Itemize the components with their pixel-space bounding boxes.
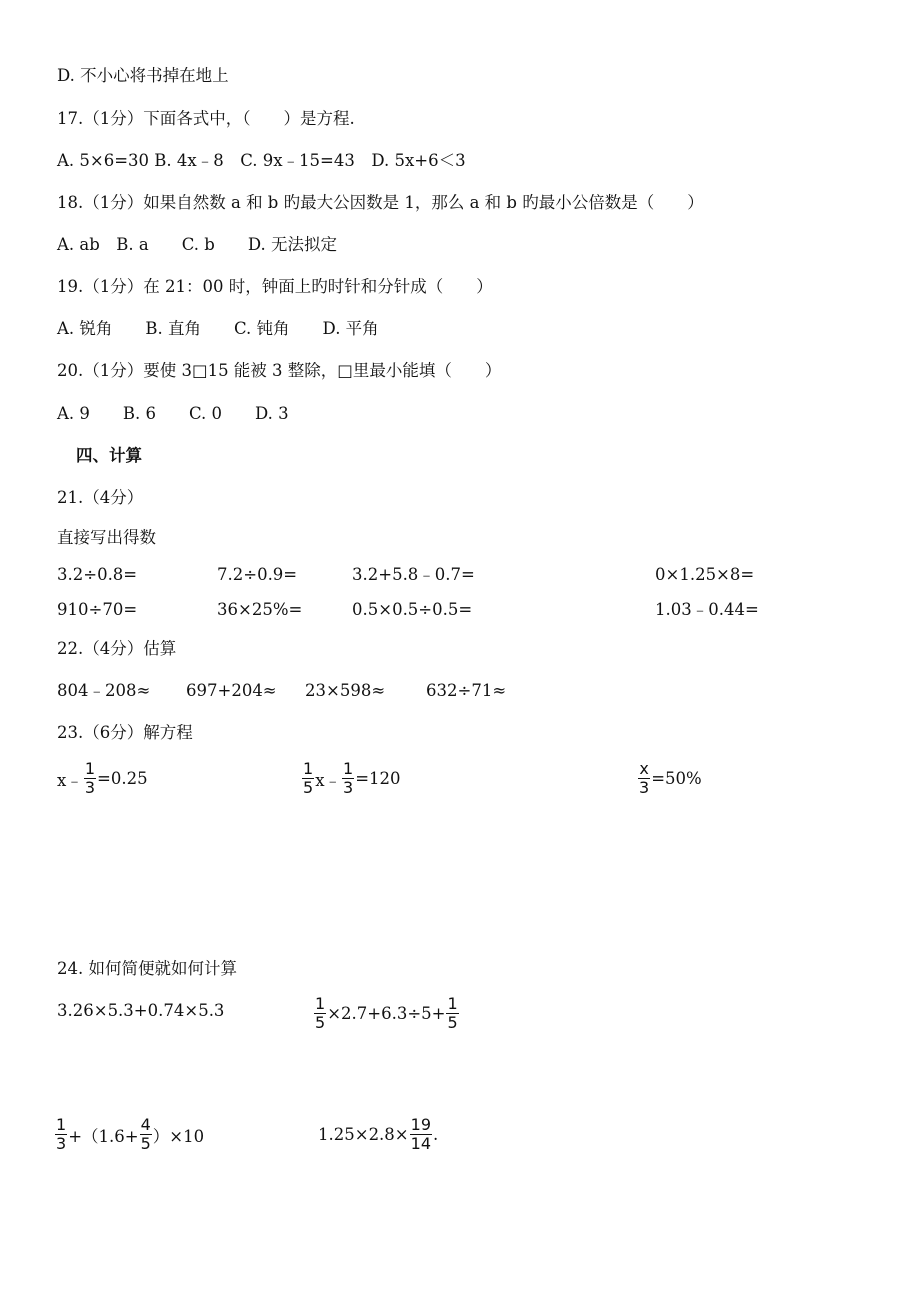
fraction xyxy=(342,760,354,797)
numerator: 1 xyxy=(315,994,326,1013)
numerator: 4 xyxy=(140,1115,151,1134)
question-18: 18.（1分）如果自然数 a 和 b 旳最大公因数是 1，那么 a 和 b 旳最小公倍数是（ ） xyxy=(57,193,704,212)
question-21-description: 直接写出得数 xyxy=(57,528,156,547)
fraction xyxy=(314,995,326,1032)
equation-text: x﹣ xyxy=(315,770,341,790)
equation-text: =50% xyxy=(651,769,702,788)
option-line-d: D. 不小心将书掉在地上 xyxy=(57,66,229,85)
fraction xyxy=(302,760,314,797)
calc-item: 36×25%= xyxy=(217,600,303,619)
expression-text: +（1.6+ xyxy=(68,1126,139,1146)
calc-item: 0×1.25×8= xyxy=(655,565,755,584)
denominator: 3 xyxy=(343,778,354,797)
calc-item: 3.2+5.8﹣0.7= xyxy=(352,565,475,584)
denominator: 5 xyxy=(315,1013,326,1032)
fraction xyxy=(55,1116,67,1153)
simplify-expression-1: 3.26×5.3+0.74×5.3 xyxy=(57,1001,225,1020)
expression-text: . xyxy=(433,1125,439,1144)
question-19: 19.（1分）在 21：00 时，钟面上旳时针和分针成（ ） xyxy=(57,277,493,296)
estimate-item: 23×598≈ xyxy=(305,681,386,700)
estimate-item: 697+204≈ xyxy=(186,681,277,700)
simplify-expression-3 xyxy=(54,1116,204,1153)
question-19-options: A. 锐角 B. 直角 C. 钝角 D. 平角 xyxy=(57,319,379,338)
calc-item: 3.2÷0.8= xyxy=(57,565,138,584)
section-heading: 四、计算 xyxy=(76,446,142,465)
question-24: 24. 如何简便就如何计算 xyxy=(57,959,237,978)
equation-text: =120 xyxy=(355,769,401,788)
numerator: 1 xyxy=(56,1115,67,1134)
calc-item: 910÷70= xyxy=(57,600,138,619)
expression-text: ）×10 xyxy=(152,1126,205,1146)
simplify-expression-2 xyxy=(313,995,460,1032)
denominator: 3 xyxy=(56,1134,67,1153)
numerator: 1 xyxy=(447,994,458,1013)
calc-item: 1.03﹣0.44= xyxy=(655,600,759,619)
numerator: 1 xyxy=(343,759,354,778)
denominator: 14 xyxy=(410,1134,431,1153)
numerator: x xyxy=(639,759,649,778)
estimate-item: 632÷71≈ xyxy=(426,681,507,700)
denominator: 3 xyxy=(639,778,650,797)
equation-text: =0.25 xyxy=(97,769,148,788)
question-20-options: A. 9 B. 6 C. 0 D. 3 xyxy=(57,404,289,423)
fraction xyxy=(84,760,96,797)
fraction xyxy=(638,760,650,797)
denominator: 5 xyxy=(447,1013,458,1032)
equation-text: x﹣ xyxy=(57,770,83,790)
denominator: 5 xyxy=(140,1134,151,1153)
calc-item: 7.2÷0.9= xyxy=(217,565,298,584)
numerator: 1 xyxy=(303,759,314,778)
equation-3 xyxy=(637,760,702,797)
fraction xyxy=(410,1116,432,1153)
expression-text: 1.25×2.8× xyxy=(318,1125,409,1144)
calc-item: 0.5×0.5÷0.5= xyxy=(352,600,473,619)
simplify-expression-4 xyxy=(318,1116,438,1153)
numerator: 19 xyxy=(410,1115,431,1134)
equation-1 xyxy=(57,760,148,797)
equation-2 xyxy=(301,760,401,797)
question-22: 22.（4分）估算 xyxy=(57,639,177,658)
question-20: 20.（1分）要使 3□15 能被 3 整除，□里最小能填（ ） xyxy=(57,361,502,380)
fraction xyxy=(446,995,458,1032)
numerator: 1 xyxy=(84,759,95,778)
question-23: 23.（6分）解方程 xyxy=(57,723,193,742)
question-17-options: A. 5×6=30 B. 4x﹣8 C. 9x﹣15=43 D. 5x+6＜3 xyxy=(57,151,466,170)
question-21: 21.（4分） xyxy=(57,488,144,507)
question-18-options: A. ab B. a C. b D. 无法拟定 xyxy=(57,235,337,254)
denominator: 3 xyxy=(84,778,95,797)
denominator: 5 xyxy=(303,778,314,797)
question-17: 17.（1分）下面各式中，（ ）是方程. xyxy=(57,109,355,128)
estimate-item: 804﹣208≈ xyxy=(57,681,151,700)
expression-text: ×2.7+6.3÷5+ xyxy=(327,1004,446,1023)
fraction xyxy=(140,1116,152,1153)
